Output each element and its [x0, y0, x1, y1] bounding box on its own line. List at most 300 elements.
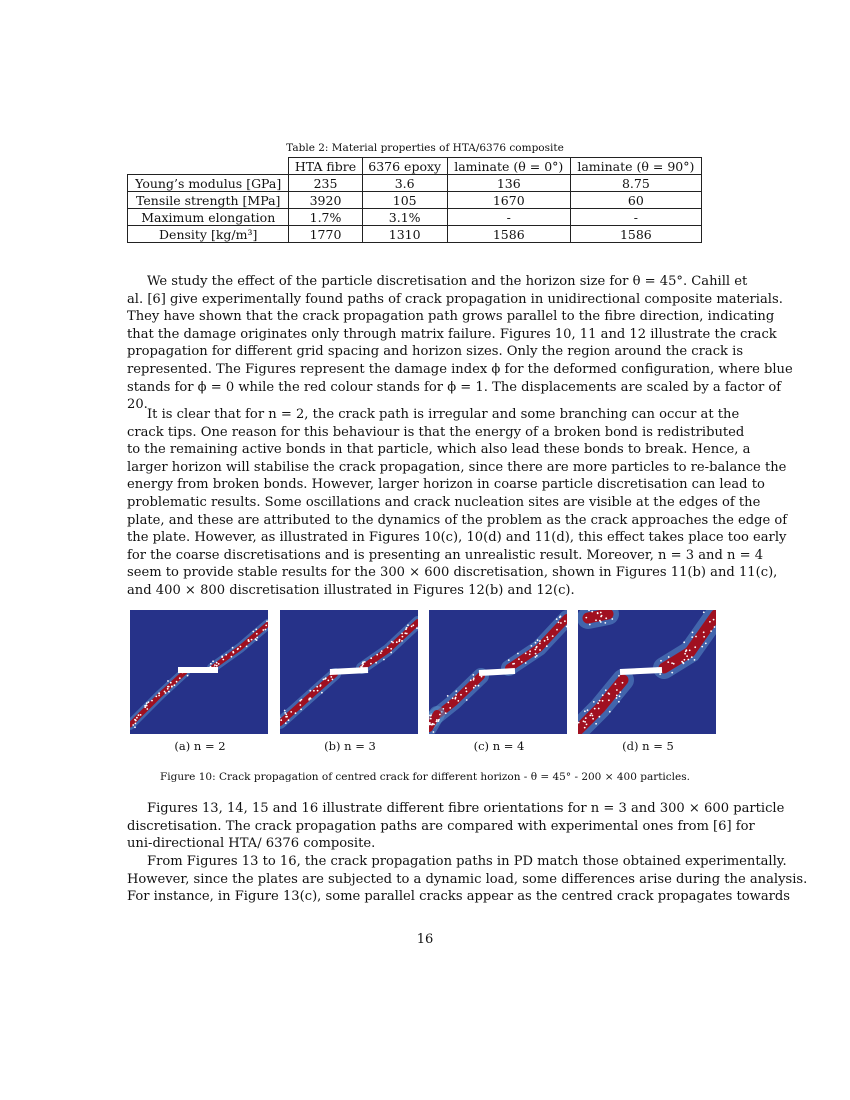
damage-speckle [284, 712, 286, 714]
table-header: HTA fibre [289, 158, 362, 175]
damage-speckle [600, 612, 602, 614]
text-line: plate, and these are attributed to the dynamics of the problem as the crack approaches the edge of [127, 512, 788, 528]
damage-speckle [255, 638, 257, 640]
damage-speckle [210, 663, 212, 665]
damage-speckle [539, 649, 541, 651]
damage-speckle [470, 679, 472, 681]
damage-speckle [691, 636, 693, 638]
table-cell: 105 [362, 192, 447, 209]
damage-speckle [478, 685, 480, 687]
damage-speckle [158, 692, 160, 694]
row-label: Density [kg/m³] [128, 226, 289, 243]
table-row [128, 192, 702, 209]
damage-speckle [248, 640, 250, 642]
damage-speckle [429, 724, 431, 726]
damage-speckle [301, 699, 303, 701]
damage-speckle [616, 695, 618, 697]
damage-speckle [546, 645, 548, 647]
damage-speckle [252, 631, 254, 633]
damage-speckle [529, 650, 531, 652]
paragraph-particle-discretisation [127, 273, 793, 414]
damage-speckle [659, 673, 661, 675]
damage-speckle [323, 679, 325, 681]
damage-speckle [411, 626, 413, 628]
damage-speckle [694, 659, 696, 661]
damage-speckle [683, 641, 685, 643]
damage-speckle [703, 611, 705, 613]
damage-speckle [232, 647, 234, 649]
table-header: laminate (θ = 90°) [570, 158, 701, 175]
initial-crack-slit [330, 670, 368, 672]
damage-speckle [584, 721, 586, 723]
damage-speckle [692, 632, 694, 634]
table-cell: - [570, 209, 701, 226]
damage-speckle [222, 659, 224, 661]
damage-speckle [517, 653, 519, 655]
damage-speckle [168, 691, 170, 693]
row-label: Maximum elongation [128, 209, 289, 226]
damage-speckle [546, 636, 548, 638]
table-cell: 60 [570, 192, 701, 209]
text-line: discretisation. The crack propagation paths are compared with experimental ones from [6] for [127, 818, 755, 834]
damage-speckle [547, 638, 549, 640]
damage-speckle [618, 675, 620, 677]
damage-speckle [436, 721, 438, 723]
damage-speckle [595, 723, 597, 725]
row-label: Tensile strength [MPa] [128, 192, 289, 209]
text-line: Figures 13, 14, 15 and 16 illustrate different fibre orientations for n = 3 and 300 × 600 particle [147, 801, 785, 816]
table-cell: 1670 [447, 192, 570, 209]
damage-speckle [671, 672, 673, 674]
damage-speckle [135, 720, 137, 722]
damage-speckle [280, 719, 282, 721]
damage-speckle [622, 682, 624, 684]
table-cell: 235 [289, 175, 362, 192]
damage-speckle [709, 621, 711, 623]
damage-speckle [615, 683, 617, 685]
damage-speckle [560, 616, 562, 618]
damage-speckle [221, 656, 223, 658]
damage-speckle [171, 685, 173, 687]
damage-speckle [168, 686, 170, 688]
damage-speckle [265, 625, 267, 627]
damage-speckle [433, 724, 435, 726]
damage-speckle [295, 712, 297, 714]
damage-speckle [381, 650, 383, 652]
paragraph-experimental-comparison [127, 853, 808, 906]
damage-speckle [535, 642, 537, 644]
table-cell: 1586 [570, 226, 701, 243]
damage-speckle [445, 712, 447, 714]
damage-speckle [433, 731, 435, 733]
damage-speckle [299, 704, 301, 706]
damage-speckle [398, 640, 400, 642]
damage-speckle [455, 690, 457, 692]
damage-speckle [167, 688, 169, 690]
damage-speckle [609, 711, 611, 713]
damage-speckle [225, 654, 227, 656]
damage-speckle [146, 705, 148, 707]
damage-speckle [589, 624, 591, 626]
damage-speckle [310, 698, 312, 700]
damage-speckle [611, 618, 613, 620]
figure-10-panels [130, 610, 720, 735]
damage-speckle [174, 684, 176, 686]
damage-speckle [560, 622, 562, 624]
damage-speckle [556, 629, 558, 631]
table-caption: Table 2: Material properties of HTA/6376 composite [286, 142, 564, 154]
damage-speckle [364, 661, 366, 663]
damage-speckle [134, 726, 136, 728]
table-cell: 3.1% [362, 209, 447, 226]
damage-speckle [616, 697, 618, 699]
damage-speckle [686, 655, 688, 657]
table-cell: 1.7% [289, 209, 362, 226]
damage-speckle [475, 685, 477, 687]
damage-speckle [176, 681, 178, 683]
damage-speckle [535, 656, 537, 658]
damage-speckle [605, 617, 607, 619]
damage-speckle [407, 624, 409, 626]
text-line: problematic results. Some oscillations and crack nucleation sites are visible at the edges of the [127, 494, 761, 510]
damage-speckle [179, 677, 181, 679]
damage-speckle [406, 627, 408, 629]
figure-caption: Figure 10: Crack propagation of centred crack for different horizon - θ = 45° - 200 × 400 particles. [160, 771, 690, 783]
damage-speckle [705, 643, 707, 645]
damage-speckle [703, 636, 705, 638]
damage-speckle [619, 691, 621, 693]
damage-speckle [460, 694, 462, 696]
damage-speckle [466, 699, 468, 701]
damage-speckle [401, 633, 403, 635]
damage-speckle [512, 663, 514, 665]
damage-speckle [535, 653, 537, 655]
damage-speckle [525, 653, 527, 655]
damage-speckle [158, 695, 160, 697]
damage-speckle [332, 679, 334, 681]
damage-speckle [212, 660, 214, 662]
damage-speckle [313, 690, 315, 692]
damage-speckle [321, 692, 323, 694]
text-line: seem to provide stable results for the 300 × 600 discretisation, shown in Figures 11(b) and 11(c), [127, 565, 778, 581]
material-properties-table [127, 157, 702, 243]
text-line: that the damage originates only through matrix failure. Figures 10, 11 and 12 illustrate the crack [127, 326, 777, 342]
damage-speckle [430, 715, 432, 717]
damage-speckle [240, 646, 242, 648]
damage-speckle [586, 724, 588, 726]
damage-speckle [713, 619, 715, 621]
damage-speckle [416, 627, 418, 629]
damage-speckle [396, 641, 398, 643]
table-cell: 3.6 [362, 175, 447, 192]
damage-speckle [387, 647, 389, 649]
damage-speckle [320, 684, 322, 686]
damage-speckle [473, 677, 475, 679]
text-line: and 400 × 800 discretisation illustrated in Figures 12(b) and 12(c). [127, 582, 575, 598]
text-line: It is clear that for n = 2, the crack path is irregular and some branching can occur at the [147, 407, 740, 422]
table-row [128, 175, 702, 192]
damage-speckle [473, 687, 475, 689]
damage-speckle [535, 647, 537, 649]
damage-speckle [602, 700, 604, 702]
damage-speckle [529, 654, 531, 656]
damage-speckle [591, 611, 593, 613]
damage-speckle [473, 679, 475, 681]
damage-speckle [390, 648, 392, 650]
damage-speckle [285, 714, 287, 716]
damage-speckle [465, 687, 467, 689]
damage-speckle [290, 711, 292, 713]
damage-speckle [593, 701, 595, 703]
damage-speckle [187, 675, 189, 677]
damage-speckle [286, 716, 288, 718]
damage-speckle [136, 717, 138, 719]
damage-speckle [370, 663, 372, 665]
damage-speckle [466, 691, 468, 693]
damage-speckle [457, 700, 459, 702]
table-cell: 8.75 [570, 175, 701, 192]
damage-speckle [151, 700, 153, 702]
damage-speckle [618, 701, 620, 703]
damage-speckle [447, 695, 449, 697]
damage-speckle [218, 663, 220, 665]
damage-speckle [452, 697, 454, 699]
damage-speckle [602, 694, 604, 696]
subcaption-b: (b) n = 3 [324, 739, 376, 753]
text-line: propagation for different grid spacing and horizon sizes. Only the region around the crack is [127, 344, 744, 360]
damage-speckle [595, 619, 597, 621]
damage-speckle [447, 702, 449, 704]
damage-speckle [660, 660, 662, 662]
table-cell: - [447, 209, 570, 226]
subcaption-d: (d) n = 5 [622, 739, 674, 753]
damage-speckle [694, 646, 696, 648]
damage-speckle [598, 708, 600, 710]
damage-speckle [404, 632, 406, 634]
damage-speckle [589, 715, 591, 717]
damage-speckle [256, 633, 258, 635]
damage-speckle [430, 718, 432, 720]
damage-speckle [412, 624, 414, 626]
damage-speckle [599, 700, 601, 702]
text-line: stands for ϕ = 0 while the red colour stands for ϕ = 1. The displacements are scaled by a factor of [127, 379, 782, 395]
damage-speckle [671, 662, 673, 664]
damage-speckle [255, 629, 257, 631]
damage-speckle [135, 723, 137, 725]
damage-speckle [608, 693, 610, 695]
initial-crack-slit [620, 670, 662, 672]
damage-speckle [689, 650, 691, 652]
damage-speckle [140, 714, 142, 716]
damage-speckle [591, 713, 593, 715]
damage-speckle [521, 661, 523, 663]
damage-speckle [585, 617, 587, 619]
damage-speckle [701, 646, 703, 648]
damage-speckle [330, 676, 332, 678]
damage-speckle [668, 656, 670, 658]
damage-speckle [216, 665, 218, 667]
damage-speckle [534, 649, 536, 651]
damage-speckle [592, 718, 594, 720]
damage-speckle [165, 692, 167, 694]
damage-speckle [684, 659, 686, 661]
damage-speckle [327, 680, 329, 682]
damage-speckle [262, 629, 264, 631]
text-line: al. [6] give experimentally found paths of crack propagation in unidirectional composite materials. [127, 291, 783, 307]
damage-speckle [375, 662, 377, 664]
damage-speckle [376, 654, 378, 656]
table-cell: 3920 [289, 192, 362, 209]
damage-speckle [399, 639, 401, 641]
damage-speckle [362, 661, 364, 663]
damage-speckle [599, 716, 601, 718]
damage-speckle [285, 722, 287, 724]
damage-speckle [402, 636, 404, 638]
table-row [128, 209, 702, 226]
damage-speckle [539, 640, 541, 642]
paragraph-fibre-orientations [127, 800, 785, 853]
damage-speckle [597, 702, 599, 704]
damage-speckle [556, 618, 558, 620]
damage-speckle [439, 714, 441, 716]
damage-speckle [265, 629, 267, 631]
damage-speckle [317, 690, 319, 692]
table-header: laminate (θ = 0°) [447, 158, 570, 175]
damage-speckle [525, 662, 527, 664]
table-cell: 1770 [289, 226, 362, 243]
damage-speckle [667, 661, 669, 663]
damage-speckle [232, 651, 234, 653]
text-line: represented. The Figures represent the damage index ϕ for the deformed configuration, where blue [127, 361, 793, 377]
damage-speckle [600, 616, 602, 618]
damage-speckle [691, 656, 693, 658]
damage-speckle [455, 697, 457, 699]
damage-speckle [686, 649, 688, 651]
paragraph-crack-path [127, 406, 788, 600]
damage-speckle [390, 652, 392, 654]
text-line: 20. [127, 397, 148, 413]
damage-speckle [710, 630, 712, 632]
damage-speckle [325, 677, 327, 679]
damage-speckle [608, 699, 610, 701]
damage-speckle [401, 640, 403, 642]
text-line: larger horizon will stabilise the crack propagation, since there are more particles to re-balance the [127, 459, 787, 475]
subcaption-c: (c) n = 4 [473, 739, 525, 753]
crack-path [588, 614, 608, 618]
damage-speckle [472, 674, 474, 676]
damage-speckle [564, 620, 566, 622]
damage-speckle [237, 648, 239, 650]
text-line: for the coarse discretisations and is presenting an unrealistic result. Moreover, n = 3 and n = 4 [127, 547, 764, 563]
text-line: crack tips. One reason for this behaviour is that the energy of a broken bond is redistributed [127, 424, 745, 440]
damage-speckle [316, 686, 318, 688]
crack-plot-n5 [578, 610, 716, 734]
damage-speckle [392, 642, 394, 644]
damage-speckle [714, 626, 716, 628]
text-line: the plate. However, as illustrated in Figures 10(c), 10(d) and 11(d), this effect takes place too early [127, 530, 787, 546]
damage-speckle [144, 705, 146, 707]
damage-speckle [592, 715, 594, 717]
text-line: energy from broken bonds. However, larger horizon in coarse particle discretisation can lead to [127, 477, 765, 493]
damage-speckle [251, 639, 253, 641]
text-line: uni-directional HTA/ 6376 composite. [127, 836, 376, 852]
table-header-empty [128, 158, 289, 175]
damage-speckle [246, 646, 248, 648]
table-cell: 136 [447, 175, 570, 192]
damage-speckle [370, 657, 372, 659]
damage-speckle [164, 691, 166, 693]
damage-speckle [455, 694, 457, 696]
damage-speckle [138, 714, 140, 716]
table-header-row [128, 158, 702, 175]
subcaption-a: (a) n = 2 [174, 739, 226, 753]
damage-speckle [362, 663, 364, 665]
text-line: For instance, in Figure 13(c), some parallel cracks appear as the centred crack propagates towards [127, 889, 791, 905]
page-number: 16 [416, 932, 434, 947]
damage-speckle [619, 695, 621, 697]
damage-speckle [552, 635, 554, 637]
table-cell: 1310 [362, 226, 447, 243]
damage-speckle [539, 643, 541, 645]
row-label: Young’s modulus [GPa] [128, 175, 289, 192]
damage-speckle [216, 662, 218, 664]
damage-speckle [300, 709, 302, 711]
damage-speckle [481, 676, 483, 678]
damage-speckle [284, 710, 286, 712]
damage-speckle [583, 720, 585, 722]
table-row [128, 226, 702, 243]
damage-speckle [558, 622, 560, 624]
damage-speckle [170, 682, 172, 684]
damage-speckle [508, 659, 510, 661]
damage-speckle [616, 689, 618, 691]
damage-speckle [380, 652, 382, 654]
damage-speckle [288, 719, 290, 721]
initial-crack-slit [479, 671, 515, 673]
damage-speckle [155, 696, 157, 698]
damage-speckle [531, 645, 533, 647]
damage-speckle [231, 656, 233, 658]
damage-speckle [695, 636, 697, 638]
crack-plot-n3 [280, 610, 418, 734]
damage-speckle [594, 708, 596, 710]
text-line: They have shown that the crack propagation path grows parallel to the fibre direction, indicating [127, 309, 775, 325]
damage-speckle [604, 622, 606, 624]
table-cell: 1586 [447, 226, 570, 243]
damage-speckle [309, 690, 311, 692]
damage-speckle [605, 689, 607, 691]
damage-speckle [544, 640, 546, 642]
damage-speckle [600, 621, 602, 623]
table-header: 6376 epoxy [362, 158, 447, 175]
text-line: We study the effect of the particle discretisation and the horizon size for θ = 45°. Cahill et [147, 274, 748, 289]
damage-speckle [537, 639, 539, 641]
crack-plot-n2 [130, 610, 268, 734]
damage-speckle [518, 658, 520, 660]
damage-speckle [266, 620, 268, 622]
damage-speckle [256, 637, 258, 639]
damage-speckle [449, 707, 451, 709]
damage-speckle [682, 662, 684, 664]
crack-plot-n4 [429, 610, 567, 734]
damage-speckle [148, 701, 150, 703]
damage-speckle [584, 727, 586, 729]
damage-speckle [585, 717, 587, 719]
damage-speckle [383, 659, 385, 661]
damage-speckle [587, 709, 589, 711]
damage-speckle [703, 631, 705, 633]
damage-speckle [684, 653, 686, 655]
